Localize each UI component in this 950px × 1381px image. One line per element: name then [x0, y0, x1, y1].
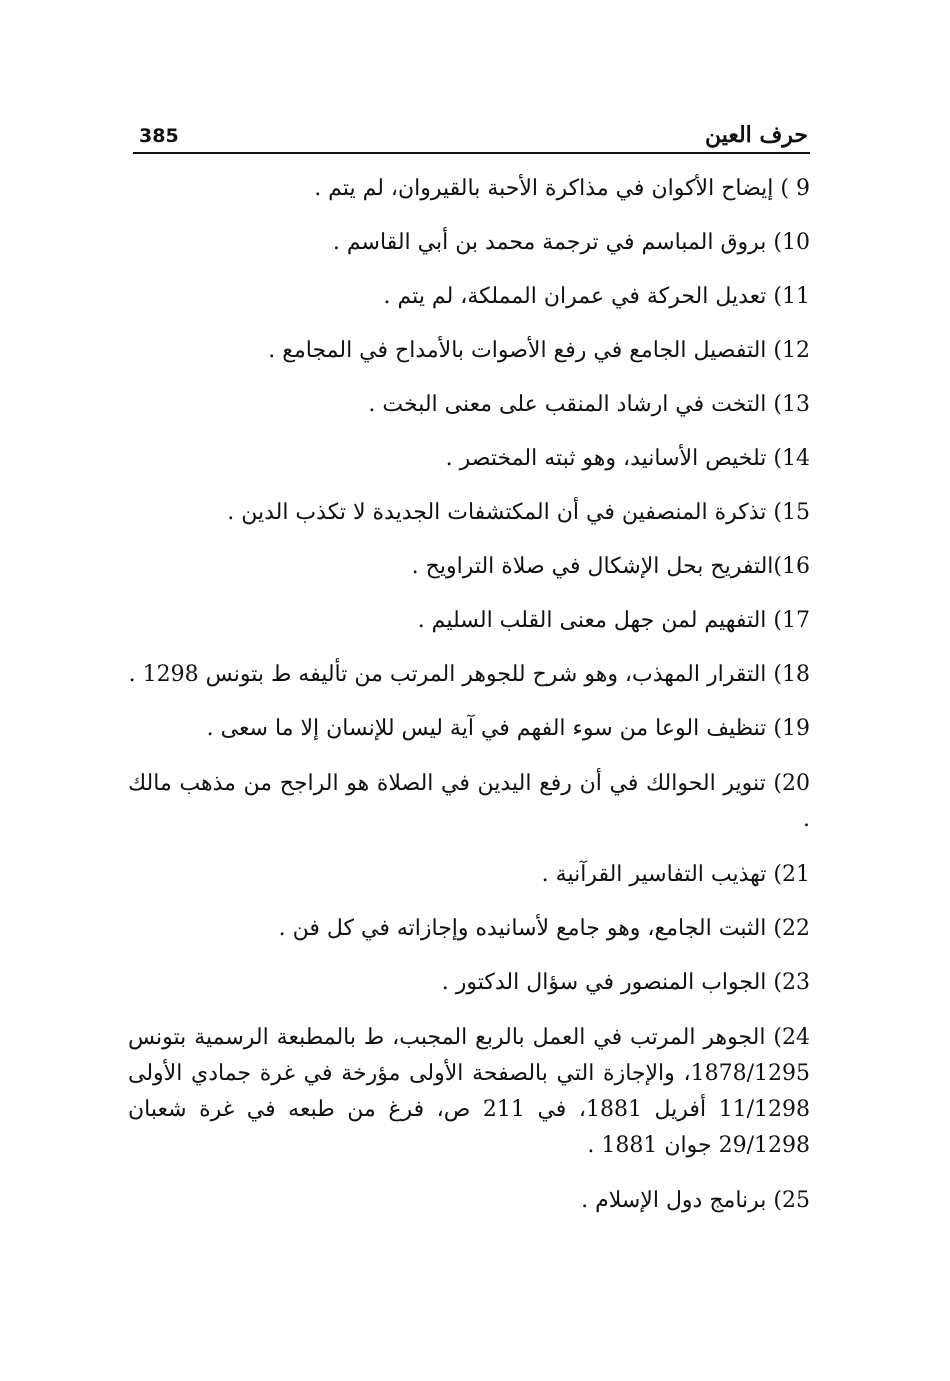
list-item: 14) تلخيص الأسانيد، وهو ثبته المختصر .	[445, 446, 810, 471]
list-item: 11) تعديل الحركة في عمران المملكة، لم يتم .	[383, 284, 810, 309]
page-number: 385	[139, 125, 179, 147]
list-item: 19) تنظيف الوعا من سوء الفهم في آية ليس للإنسان إلا ما سعى .	[206, 716, 810, 741]
list-item: 10) بروق المباسم في ترجمة محمد بن أبي القاسم .	[332, 230, 810, 255]
list-item: 20) تنوير الحوالك في أن رفع اليدين في الصلاة هو الراجح من مذهب مالك .	[128, 771, 810, 832]
list-item: 24) الجوهر المرتب في العمل بالربع المجبب، ط بالمطبعة الرسمية بتونس 1878/1295، والإجازة التي بالصفحة الأولى مؤرخة في غرة جمادي الأولى 11/1298 أفريل 1881، في 211 ص، فرغ من طبعه في غرة شعبان 29/1298 جوان 1881 .	[128, 1025, 811, 1158]
list-item: 13) التخت في ارشاد المنقب على معنى البخت .	[368, 392, 810, 417]
list-item: 15) تذكرة المنصفين في أن المكتشفات الجديدة لا تكذب الدين .	[227, 500, 810, 525]
chapter-title: حرف العين	[704, 122, 808, 148]
list-item: 18) التقرار المهذب، وهو شرح للجوهر المرتب من تأليفه ط بتونس 1298 .	[128, 662, 810, 687]
list-item: 9 ) إيضاح الأكوان في مذاكرة الأحبة بالقيروان، لم يتم .	[314, 176, 810, 201]
list-item: 16)التفريح بحل الإشكال في صلاة التراويح .	[411, 554, 810, 579]
bibliography-list	[128, 172, 810, 1218]
page-header	[133, 112, 810, 154]
list-item: 22) الثبت الجامع، وهو جامع لأسانيده وإجازاته في كل فن .	[278, 916, 810, 941]
list-item: 25) برنامج دول الإسلام .	[581, 1188, 810, 1213]
list-item: 17) التفهيم لمن جهل معنى القلب السليم .	[417, 608, 810, 633]
list-item: 12) التفصيل الجامع في رفع الأصوات بالأمداح في المجامع .	[268, 338, 810, 363]
list-item: 23) الجواب المنصور في سؤال الدكتور .	[441, 970, 810, 995]
list-item: 21) تهذيب التفاسير القرآنية .	[541, 862, 810, 887]
